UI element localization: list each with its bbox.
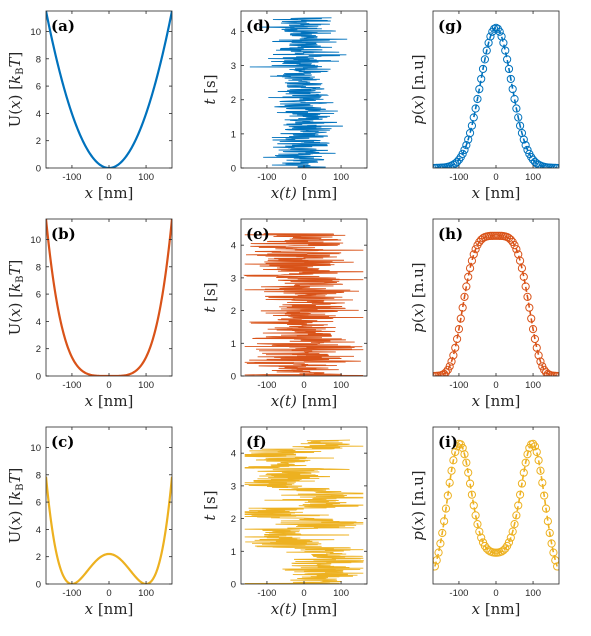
x-tick-label: -100 <box>449 588 469 599</box>
plot-area-f <box>245 440 364 584</box>
y-axis-label-e: t [s] <box>201 282 219 313</box>
y-tick-label: 0 <box>35 163 41 175</box>
plot-area-e <box>245 234 364 376</box>
panel-label-b: (b) <box>51 225 76 243</box>
y-tick-label: 4 <box>35 316 41 328</box>
y-axis-label-b: U(x) $[k_BT]$ <box>6 259 26 336</box>
y-tick-label: 8 <box>35 54 41 66</box>
x-tick-label: -100 <box>62 588 82 599</box>
y-tick-label: 0 <box>230 371 236 383</box>
y-tick-label: 2 <box>35 552 41 564</box>
y-tick-label: 6 <box>35 81 41 93</box>
plot-area-h <box>431 232 561 379</box>
x-axis-label-c: x [nm] <box>84 600 134 618</box>
panel-label-a: (a) <box>51 17 75 35</box>
panel-b <box>6 219 172 410</box>
panel-label-d: (d) <box>246 17 271 35</box>
y-tick-label: 0 <box>230 163 236 175</box>
x-tick-label: 100 <box>138 172 154 183</box>
x-tick-label: -100 <box>449 172 469 183</box>
panel-d <box>201 11 367 202</box>
y-axis-label-f: t [s] <box>201 490 219 521</box>
y-tick-label: 4 <box>35 108 41 120</box>
x-tick-label: -100 <box>449 380 469 391</box>
x-tick-label: -100 <box>257 380 277 391</box>
y-tick-label: 3 <box>230 61 236 73</box>
x-tick-label: 0 <box>106 588 112 599</box>
panel-label-f: (f) <box>246 433 267 451</box>
x-tick-label: 0 <box>493 380 499 391</box>
y-tick-label: 4 <box>230 240 236 252</box>
y-tick-label: 4 <box>35 524 41 536</box>
panel-label-h: (h) <box>438 225 464 243</box>
x-axis-label-d: x(t) [nm] <box>270 184 338 202</box>
plot-area-c <box>46 477 172 584</box>
plot-area-g <box>431 24 561 171</box>
x-tick-label: 100 <box>138 380 154 391</box>
fit-curve-g <box>435 28 557 168</box>
y-tick-label: 10 <box>30 26 41 38</box>
fit-curve-h <box>435 236 557 376</box>
x-tick-label: 0 <box>301 172 307 183</box>
y-tick-label: 6 <box>35 497 41 509</box>
y-tick-label: 2 <box>230 95 236 107</box>
y-tick-label: 6 <box>35 289 41 301</box>
panel-e <box>201 219 367 410</box>
y-tick-label: 4 <box>230 26 236 38</box>
panel-h <box>409 219 561 410</box>
y-tick-label: 4 <box>230 448 236 460</box>
x-tick-label: 0 <box>493 172 499 183</box>
panel-c <box>6 427 172 618</box>
x-axis-label-g: x [nm] <box>471 184 521 202</box>
trajectory-d <box>250 18 347 168</box>
y-tick-label: 2 <box>230 514 236 526</box>
y-tick-label: 3 <box>230 481 236 493</box>
y-axis-label-a: U(x) $[k_BT]$ <box>6 51 26 128</box>
panel-i <box>409 427 561 618</box>
panel-label-g: (g) <box>438 17 463 35</box>
panel-label-c: (c) <box>51 433 75 451</box>
y-tick-label: 0 <box>230 579 236 591</box>
x-axis-label-i: x [nm] <box>471 600 521 618</box>
x-axis-label-h: x [nm] <box>471 392 521 410</box>
x-tick-label: 100 <box>333 588 349 599</box>
x-tick-label: -100 <box>257 172 277 183</box>
x-tick-label: -100 <box>62 172 82 183</box>
x-tick-label: 0 <box>106 380 112 391</box>
x-tick-label: -100 <box>62 380 82 391</box>
x-tick-label: 100 <box>333 172 349 183</box>
x-tick-label: -100 <box>257 588 277 599</box>
x-tick-label: 100 <box>525 588 541 599</box>
x-tick-label: 100 <box>525 172 541 183</box>
x-tick-label: 0 <box>301 380 307 391</box>
y-axis-label-g: p(x) [n.u] <box>409 54 427 125</box>
x-tick-label: 100 <box>333 380 349 391</box>
panel-g <box>409 11 561 202</box>
y-axis-label-c: U(x) $[k_BT]$ <box>6 467 26 544</box>
potential-curve-c <box>46 477 172 584</box>
plot-area-d <box>250 18 347 168</box>
x-axis-label-a: x [nm] <box>84 184 134 202</box>
y-tick-label: 3 <box>230 273 236 285</box>
x-tick-label: 100 <box>525 380 541 391</box>
y-tick-label: 0 <box>35 579 41 591</box>
y-tick-label: 10 <box>30 234 41 246</box>
y-axis-label-d: t [s] <box>201 74 219 105</box>
y-tick-label: 1 <box>230 129 236 141</box>
trajectory-e <box>245 234 364 376</box>
panel-label-e: (e) <box>246 225 270 243</box>
panel-f <box>201 427 367 618</box>
y-tick-label: 0 <box>35 371 41 383</box>
y-tick-label: 1 <box>230 546 236 558</box>
panel-label-i: (i) <box>438 433 458 451</box>
trajectory-f <box>245 440 364 584</box>
plot-area-i <box>431 440 561 570</box>
x-tick-label: 100 <box>138 588 154 599</box>
x-axis-label-f: x(t) [nm] <box>270 600 338 618</box>
x-tick-label: 0 <box>301 588 307 599</box>
y-tick-label: 2 <box>35 344 41 356</box>
y-axis-label-i: p(x) [n.u] <box>409 470 427 541</box>
y-tick-label: 10 <box>30 442 41 454</box>
panel-a <box>6 11 172 202</box>
x-tick-label: 0 <box>106 172 112 183</box>
y-tick-label: 2 <box>230 306 236 318</box>
y-tick-label: 2 <box>35 136 41 148</box>
x-axis-label-b: x [nm] <box>84 392 134 410</box>
fit-curve-i <box>435 444 557 567</box>
x-axis-label-e: x(t) [nm] <box>270 392 338 410</box>
x-tick-label: 0 <box>493 588 499 599</box>
y-tick-label: 1 <box>230 338 236 350</box>
y-axis-label-h: p(x) [n.u] <box>409 262 427 333</box>
y-tick-label: 8 <box>35 470 41 482</box>
y-tick-label: 8 <box>35 262 41 274</box>
